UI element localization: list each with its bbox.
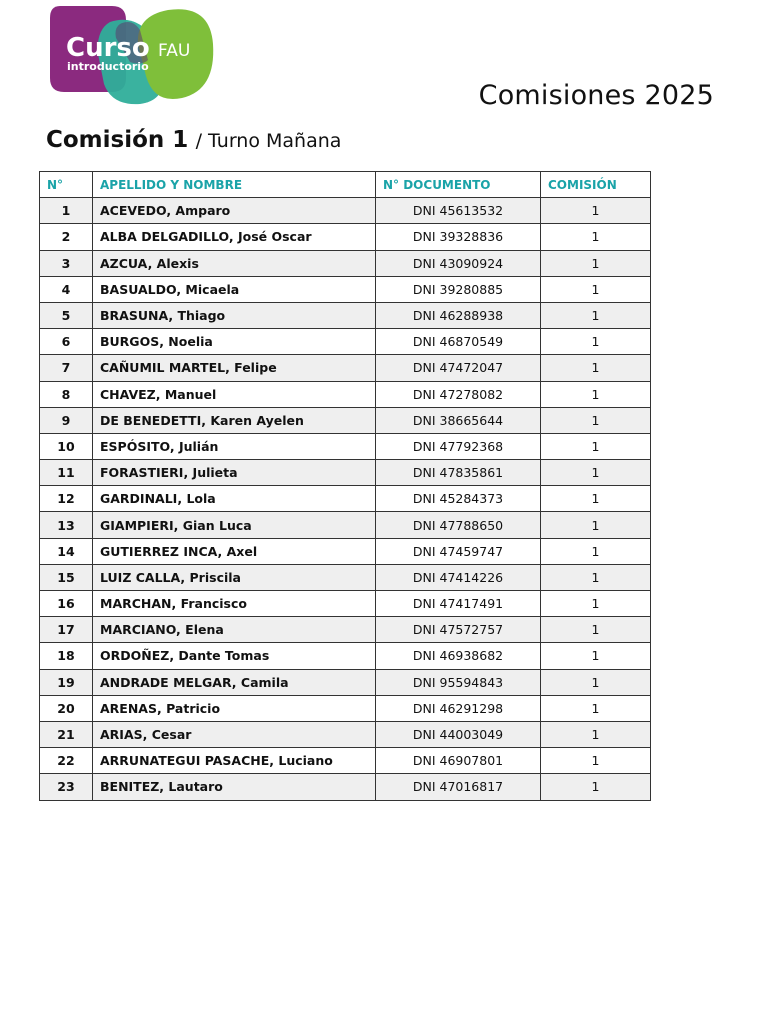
commission-number: 1: [541, 355, 651, 381]
table-row: [40, 643, 651, 669]
row-number: 3: [40, 250, 93, 276]
commission-number: 1: [541, 564, 651, 590]
row-number: 18: [40, 643, 93, 669]
commission-number: 1: [541, 276, 651, 302]
section-title: [46, 127, 341, 153]
student-name: CAÑUMIL MARTEL, Felipe: [93, 355, 376, 381]
student-name: ARENAS, Patricio: [93, 695, 376, 721]
row-number: 14: [40, 538, 93, 564]
row-number: 20: [40, 695, 93, 721]
row-number: 23: [40, 774, 93, 800]
row-number: 16: [40, 591, 93, 617]
document-number: DNI 47572757: [376, 617, 541, 643]
row-number: 15: [40, 564, 93, 590]
table-row: [40, 250, 651, 276]
row-number: 11: [40, 460, 93, 486]
table-row: [40, 486, 651, 512]
table-row: [40, 460, 651, 486]
student-name: CHAVEZ, Manuel: [93, 381, 376, 407]
student-name: GUTIERREZ INCA, Axel: [93, 538, 376, 564]
commission-number: 1: [541, 643, 651, 669]
table-row: [40, 591, 651, 617]
row-number: 19: [40, 669, 93, 695]
row-number: 5: [40, 302, 93, 328]
student-name: GARDINALI, Lola: [93, 486, 376, 512]
commission-number: 1: [541, 538, 651, 564]
student-name: MARCHAN, Francisco: [93, 591, 376, 617]
table-row: [40, 224, 651, 250]
student-name: GIAMPIERI, Gian Luca: [93, 512, 376, 538]
commission-number: 1: [541, 407, 651, 433]
header-commission: COMISIÓN: [541, 172, 651, 198]
table-row: [40, 302, 651, 328]
document-number: DNI 47792368: [376, 433, 541, 459]
student-name: ARIAS, Cesar: [93, 721, 376, 747]
commission-number: 1: [541, 302, 651, 328]
document-number: DNI 95594843: [376, 669, 541, 695]
logo-sub: introductorio: [67, 60, 149, 73]
commission-number: 1: [541, 198, 651, 224]
table-row: [40, 407, 651, 433]
document-number: DNI 46907801: [376, 748, 541, 774]
document-number: DNI 47472047: [376, 355, 541, 381]
commission-number: 1: [541, 774, 651, 800]
table-row: [40, 329, 651, 355]
commission-number: 1: [541, 669, 651, 695]
student-name: FORASTIERI, Julieta: [93, 460, 376, 486]
commission-number: 1: [541, 617, 651, 643]
table-row: [40, 774, 651, 800]
student-name: LUIZ CALLA, Priscila: [93, 564, 376, 590]
commission-title: Comisión 1: [46, 127, 189, 153]
students-table: [39, 171, 651, 801]
document-number: DNI 39328836: [376, 224, 541, 250]
student-name: ANDRADE MELGAR, Camila: [93, 669, 376, 695]
row-number: 1: [40, 198, 93, 224]
document-number: DNI 43090924: [376, 250, 541, 276]
shift-subtitle: / Turno Mañana: [195, 130, 342, 152]
commission-number: 1: [541, 486, 651, 512]
document-number: DNI 46288938: [376, 302, 541, 328]
row-number: 8: [40, 381, 93, 407]
table-row: [40, 276, 651, 302]
commission-number: 1: [541, 433, 651, 459]
document-number: DNI 44003049: [376, 721, 541, 747]
document-number: DNI 47417491: [376, 591, 541, 617]
row-number: 21: [40, 721, 93, 747]
document-number: DNI 46938682: [376, 643, 541, 669]
row-number: 9: [40, 407, 93, 433]
commission-number: 1: [541, 748, 651, 774]
student-name: ALBA DELGADILLO, José Oscar: [93, 224, 376, 250]
table-row: [40, 538, 651, 564]
document-number: DNI 47414226: [376, 564, 541, 590]
document-number: DNI 45613532: [376, 198, 541, 224]
row-number: 6: [40, 329, 93, 355]
row-number: 10: [40, 433, 93, 459]
row-number: 2: [40, 224, 93, 250]
table-row: [40, 512, 651, 538]
logo-brand: FAU: [158, 41, 191, 61]
row-number: 4: [40, 276, 93, 302]
document-number: DNI 47459747: [376, 538, 541, 564]
table-row: [40, 669, 651, 695]
commission-number: 1: [541, 224, 651, 250]
table-row: [40, 564, 651, 590]
row-number: 17: [40, 617, 93, 643]
curso-fau-logo: [50, 4, 216, 106]
document-number: DNI 47278082: [376, 381, 541, 407]
table-row: [40, 721, 651, 747]
student-name: BRASUNA, Thiago: [93, 302, 376, 328]
row-number: 7: [40, 355, 93, 381]
document-number: DNI 47788650: [376, 512, 541, 538]
document-number: DNI 45284373: [376, 486, 541, 512]
student-name: AZCUA, Alexis: [93, 250, 376, 276]
document-number: DNI 38665644: [376, 407, 541, 433]
page-title: Comisiones 2025: [478, 80, 714, 111]
row-number: 12: [40, 486, 93, 512]
commission-number: 1: [541, 721, 651, 747]
table-row: [40, 695, 651, 721]
header-name: APELLIDO Y NOMBRE: [93, 172, 376, 198]
commission-number: 1: [541, 512, 651, 538]
row-number: 13: [40, 512, 93, 538]
table-row: [40, 617, 651, 643]
logo-word: Curso: [66, 33, 150, 63]
student-name: BASUALDO, Micaela: [93, 276, 376, 302]
table-row: [40, 198, 651, 224]
commission-number: 1: [541, 460, 651, 486]
document-number: DNI 46870549: [376, 329, 541, 355]
table-row: [40, 748, 651, 774]
student-name: MARCIANO, Elena: [93, 617, 376, 643]
header-number: N°: [40, 172, 93, 198]
document-number: DNI 46291298: [376, 695, 541, 721]
student-name: ARRUNATEGUI PASACHE, Luciano: [93, 748, 376, 774]
table-row: [40, 433, 651, 459]
commission-number: 1: [541, 329, 651, 355]
commission-number: 1: [541, 381, 651, 407]
document-number: DNI 47016817: [376, 774, 541, 800]
table-header-row: [40, 172, 651, 198]
commission-number: 1: [541, 695, 651, 721]
document-number: DNI 47835861: [376, 460, 541, 486]
student-name: ORDOÑEZ, Dante Tomas: [93, 643, 376, 669]
document-number: DNI 39280885: [376, 276, 541, 302]
table-body: [40, 198, 651, 800]
table-row: [40, 355, 651, 381]
header-document: N° DOCUMENTO: [376, 172, 541, 198]
commission-number: 1: [541, 250, 651, 276]
table-row: [40, 381, 651, 407]
student-name: DE BENEDETTI, Karen Ayelen: [93, 407, 376, 433]
student-name: ACEVEDO, Amparo: [93, 198, 376, 224]
row-number: 22: [40, 748, 93, 774]
student-name: BURGOS, Noelia: [93, 329, 376, 355]
student-name: BENITEZ, Lautaro: [93, 774, 376, 800]
commission-number: 1: [541, 591, 651, 617]
student-name: ESPÓSITO, Julián: [93, 433, 376, 459]
